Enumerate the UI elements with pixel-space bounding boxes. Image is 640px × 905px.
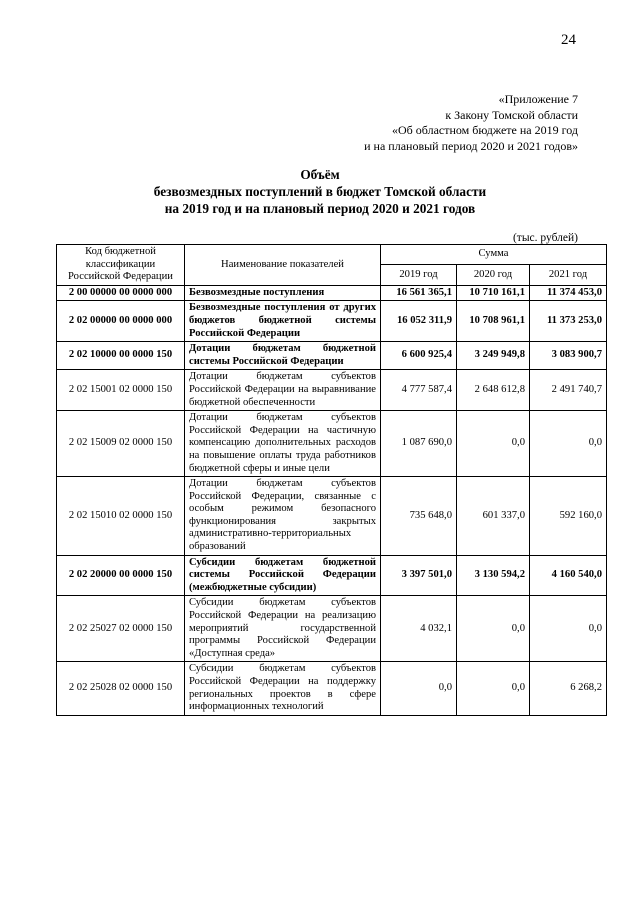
cell-name: Дотации бюджетам субъектов Российской Федерации на выравнивание бюджетной обеспеченности	[185, 370, 381, 411]
cell-2021: 11 374 453,0	[530, 285, 607, 301]
cell-2021: 4 160 540,0	[530, 555, 607, 596]
cell-2021: 592 160,0	[530, 477, 607, 556]
cell-2020: 3 249 949,8	[457, 342, 530, 370]
cell-code: 2 02 15010 02 0000 150	[57, 477, 185, 556]
cell-2021: 0,0	[530, 411, 607, 477]
header-year-2019: 2019 год	[381, 265, 457, 285]
cell-2020: 10 708 961,1	[457, 301, 530, 342]
cell-2019: 4 032,1	[381, 596, 457, 662]
cell-2021: 3 083 900,7	[530, 342, 607, 370]
cell-2021: 11 373 253,0	[530, 301, 607, 342]
header-code: Код бюджетной классификации Российской Федерации	[57, 245, 185, 286]
table-row	[57, 662, 607, 715]
cell-2020: 2 648 612,8	[457, 370, 530, 411]
cell-code: 2 02 10000 00 0000 150	[57, 342, 185, 370]
cell-code: 2 02 15009 02 0000 150	[57, 411, 185, 477]
cell-name: Субсидии бюджетам субъектов Российской Федерации на реализацию мероприятий государственной программы Российской Федерации «Доступная среда»	[185, 596, 381, 662]
title-line: Объём	[300, 167, 340, 182]
table-row	[57, 477, 607, 556]
document-title	[0, 166, 640, 217]
cell-2021: 6 268,2	[530, 662, 607, 715]
appendix-reference	[364, 92, 578, 154]
appendix-line: и на плановый период 2020 и 2021 годов»	[364, 138, 578, 153]
cell-2019: 16 561 365,1	[381, 285, 457, 301]
appendix-line: «Приложение 7	[498, 92, 578, 106]
cell-name: Субсидии бюджетам субъектов Российской Федерации на поддержку региональных проектов в сфере информационных технологий	[185, 662, 381, 715]
cell-name: Дотации бюджетам субъектов Российской Федерации, связанные с особым режимом безопасного функционирования закрытых административно-территориальных образований	[185, 477, 381, 556]
cell-2019: 1 087 690,0	[381, 411, 457, 477]
cell-2021: 0,0	[530, 596, 607, 662]
header-year-2020: 2020 год	[457, 265, 530, 285]
cell-2020: 0,0	[457, 662, 530, 715]
cell-2020: 0,0	[457, 596, 530, 662]
table-row	[57, 555, 607, 596]
page-number: 24	[561, 32, 576, 48]
units-label: (тыс. рублей)	[512, 232, 578, 244]
cell-name: Безвозмездные поступления	[185, 285, 381, 301]
cell-2019: 735 648,0	[381, 477, 457, 556]
cell-name: Безвозмездные поступления от других бюджетов бюджетной системы Российской Федерации	[185, 301, 381, 342]
header-sum: Сумма	[381, 245, 607, 265]
cell-2019: 6 600 925,4	[381, 342, 457, 370]
table-row	[57, 596, 607, 662]
cell-code: 2 02 25028 02 0000 150	[57, 662, 185, 715]
appendix-line: «Об областном бюджете на 2019 год	[392, 123, 578, 137]
cell-code: 2 00 00000 00 0000 000	[57, 285, 185, 301]
cell-2019: 4 777 587,4	[381, 370, 457, 411]
table-row	[57, 411, 607, 477]
title-line: безвозмездных поступлений в бюджет Томской области	[153, 184, 487, 199]
cell-code: 2 02 20000 00 0000 150	[57, 555, 185, 596]
cell-2019: 16 052 311,9	[381, 301, 457, 342]
table-row	[57, 285, 607, 301]
cell-2020: 3 130 594,2	[457, 555, 530, 596]
cell-name: Дотации бюджетам субъектов Российской Федерации на частичную компенсацию дополнительных расходов на повышение оплаты труда работников бюджетной сферы и иные цели	[185, 411, 381, 477]
header-year-2021: 2021 год	[530, 265, 607, 285]
cell-name: Дотации бюджетам бюджетной системы Российской Федерации	[185, 342, 381, 370]
cell-2019: 0,0	[381, 662, 457, 715]
appendix-line: к Закону Томской области	[445, 107, 578, 122]
table-row	[57, 301, 607, 342]
cell-2021: 2 491 740,7	[530, 370, 607, 411]
cell-2020: 601 337,0	[457, 477, 530, 556]
cell-2020: 0,0	[457, 411, 530, 477]
cell-2020: 10 710 161,1	[457, 285, 530, 301]
cell-2019: 3 397 501,0	[381, 555, 457, 596]
cell-code: 2 02 00000 00 0000 000	[57, 301, 185, 342]
table-row	[57, 342, 607, 370]
title-line: на 2019 год и на плановый период 2020 и 2021 годов	[164, 201, 476, 216]
cell-name: Субсидии бюджетам бюджетной системы Российской Федерации (межбюджетные субсидии)	[185, 555, 381, 596]
cell-code: 2 02 15001 02 0000 150	[57, 370, 185, 411]
budget-table	[56, 244, 607, 716]
cell-code: 2 02 25027 02 0000 150	[57, 596, 185, 662]
header-name: Наименование показателей	[185, 245, 381, 286]
table-row	[57, 370, 607, 411]
